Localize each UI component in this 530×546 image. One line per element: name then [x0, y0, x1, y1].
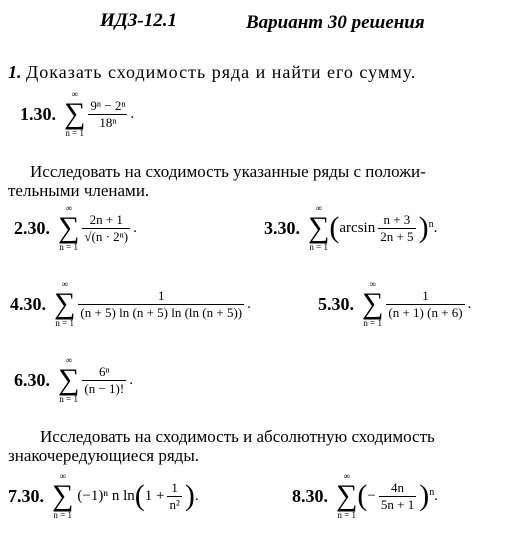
fraction: $\frac{\text{9ⁿ − 2ⁿ}}{\text{18ⁿ}}$	[90, 97, 126, 130]
problem-label: 1.30.	[20, 103, 56, 124]
problem-1-30: 1.30. ∞ ∑ n = 1 $\frac{\text{9ⁿ − 2ⁿ}}{\text{18ⁿ}}$ .	[20, 89, 135, 138]
para1-line1: Исследовать на сходимость указанные ряды с положи-	[30, 162, 426, 181]
fraction: $\frac{n + 3}{2n + 5}$	[380, 211, 414, 244]
para2-line1: Исследовать на сходимость и абсолютную сходимость	[40, 427, 435, 446]
para1-line2: тельными членами.	[8, 181, 150, 200]
sum-symbol: ∞ ∑ n = 1	[308, 203, 330, 252]
sum-symbol: ∞ ∑ n = 1	[64, 89, 86, 138]
sum-symbol: ∞ ∑ n = 1	[336, 471, 358, 520]
fraction: $\frac{1}{(n + 1) (n + 6)}$	[388, 287, 463, 320]
fraction: $\frac{4n}{5n + 1}$	[380, 479, 415, 512]
fraction: $\frac{2n + 1}{\text{√(n · 2ⁿ)}}$	[84, 211, 129, 244]
sum-symbol: ∞ ∑ n = 1	[58, 355, 80, 404]
sum-symbol: ∞ ∑ n = 1	[58, 203, 80, 252]
problem-6-30: 6.30. ∞ ∑ n = 1 $\frac{\text{6ⁿ}}{(n - 1)!}$ .	[14, 355, 133, 404]
problem-2-30: 2.30. ∞ ∑ n = 1 $\frac{2n + 1}{\text{√(n · 2ⁿ)}}$ .	[14, 203, 137, 252]
para2-line2: знакочередующиеся ряды.	[8, 446, 199, 465]
doc-variant: Вариант 30 решения	[246, 12, 425, 33]
task1-text: Доказать сходимость ряда и найти его сумму.	[26, 62, 417, 82]
task1-line	[8, 62, 416, 83]
fraction: $\frac{1}{\text{n²}}$	[169, 479, 180, 512]
doc-code: ИДЗ-12.1	[100, 10, 178, 31]
fraction: $\frac{\text{6ⁿ}}{(n - 1)!}$	[84, 363, 125, 396]
sum-symbol: ∞ ∑ n = 1	[52, 471, 74, 520]
task1-number: 1.	[8, 62, 22, 82]
problem-5-30: 5.30. ∞ ∑ n = 1 $\frac{1}{(n + 1) (n + 6)}$ .	[318, 279, 472, 328]
sum-symbol: ∞ ∑ n = 1	[54, 279, 76, 328]
problem-4-30: 4.30. ∞ ∑ n = 1 $\frac{1}{(n + 5) \ln (n + 5) \ln (\ln (n + 5))}$ .	[10, 279, 251, 328]
fraction: $\frac{1}{(n + 5) \ln (n + 5) \ln (\ln (n + 5))}$	[80, 287, 243, 320]
problem-8-30: 8.30. ∞ ∑ n = 1 ( − $\frac{4n}{5n + 1}$ ) n .	[292, 471, 438, 520]
sum-symbol: ∞ ∑ n = 1	[362, 279, 384, 328]
problem-3-30: 3.30. ∞ ∑ n = 1 ( arcsin $\frac{n + 3}{2n + 5}$ ) n .	[264, 203, 438, 252]
problem-7-30: 7.30. ∞ ∑ n = 1 (−1)ⁿ n ln ( 1 + $\frac{1}{\text{n²}}$ ) .	[8, 471, 199, 520]
